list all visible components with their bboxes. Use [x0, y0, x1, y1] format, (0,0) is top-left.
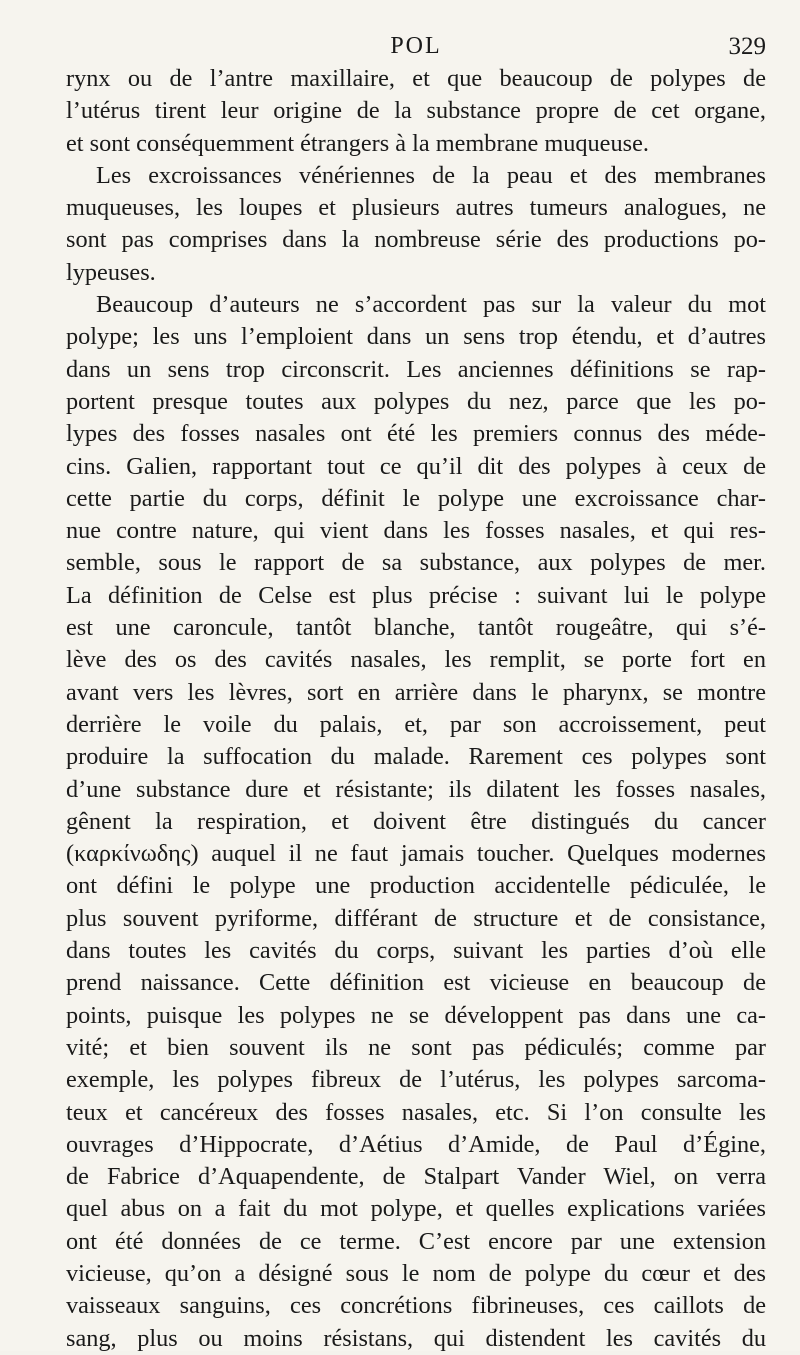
text-line: semble, sous le rapport de sa substance, aux polypes de mer. — [66, 549, 766, 577]
text-line: produire la suffocation du malade. Rarement ces polypes sont — [66, 743, 766, 771]
paragraph-start-line: Les excroissances vénériennes de la peau et des membranes — [96, 161, 766, 189]
text-line: (καρκίνωδης) auquel il ne faut jamais toucher. Quelques modernes — [66, 840, 766, 868]
text-line: l’utérus tirent leur origine de la substance propre de cet organe, — [66, 97, 766, 125]
text-line: vicieuse, qu’on a désigné sous le nom de polype du cœur et des — [66, 1259, 766, 1287]
text-line: nue contre nature, qui vient dans les fosses nasales, et qui res- — [66, 517, 766, 545]
text-line: exemple, les polypes fibreux de l’utérus, les polypes sarcoma- — [66, 1066, 766, 1094]
text-line: teux et cancéreux des fosses nasales, etc. Si l’on consulte les — [66, 1098, 766, 1126]
paragraph-start-line: Beaucoup d’auteurs ne s’accordent pas sur la valeur du mot — [96, 291, 766, 319]
text-line: et sont conséquemment étrangers à la membrane muqueuse. — [66, 129, 649, 157]
text-line: dans un sens trop circonscrit. Les anciennes définitions se rap- — [66, 355, 766, 383]
text-line: sont pas comprises dans la nombreuse série des productions po- — [66, 226, 766, 254]
page-number: 329 — [728, 33, 766, 60]
text-line: portent presque toutes aux polypes du nez, parce que les po- — [66, 387, 766, 415]
text-line: prend naissance. Cette définition est vicieuse en beaucoup de — [66, 969, 766, 997]
text-line: points, puisque les polypes ne se développent pas dans une ca- — [66, 1001, 766, 1029]
text-line: plus souvent pyriforme, différant de structure et de consistance, — [66, 904, 766, 932]
text-line: gênent la respiration, et doivent être distingués du cancer — [66, 807, 766, 835]
text-line: muqueuses, les loupes et plusieurs autres tumeurs analogues, ne — [66, 194, 766, 222]
text-line: ouvrages d’Hippocrate, d’Aétius d’Amide, de Paul d’Égine, — [66, 1130, 766, 1158]
text-line: ont été données de ce terme. C’est encore par une extension — [66, 1227, 766, 1255]
text-line: avant vers les lèvres, sort en arrière dans le pharynx, se montre — [66, 678, 766, 706]
running-head — [66, 33, 766, 67]
text-line: derrière le voile du palais, et, par son accroissement, peut — [66, 710, 766, 738]
text-line: La définition de Celse est plus précise : suivant lui le polype — [66, 581, 766, 609]
text-line: lève des os des cavités nasales, les remplit, se porte fort en — [66, 646, 766, 674]
text-line: vité; et bien souvent ils ne sont pas pédiculés; comme par — [66, 1033, 766, 1061]
text-line: sang, plus ou moins résistans, qui distendent les cavités du — [66, 1324, 766, 1352]
text-line: polype; les uns l’emploient dans un sens trop étendu, et d’autres — [66, 323, 766, 351]
body-text — [66, 63, 766, 1355]
text-line: d’une substance dure et résistante; ils dilatent les fosses nasales, — [66, 775, 766, 803]
text-line: de Fabrice d’Aquapendente, de Stalpart Vander Wiel, on verra — [66, 1163, 766, 1191]
text-line: ont défini le polype une production accidentelle pédiculée, le — [66, 872, 766, 900]
text-line: lypes des fosses nasales ont été les premiers connus des méde- — [66, 420, 766, 448]
text-line: est une caroncule, tantôt blanche, tantôt rougeâtre, qui s’é- — [66, 614, 766, 642]
text-line: rynx ou de l’antre maxillaire, et que beaucoup de polypes de — [66, 65, 766, 92]
text-line: vaisseaux sanguins, ces concrétions fibrineuses, ces caillots de — [66, 1292, 766, 1320]
text-line: cette partie du corps, définit le polype une excroissance char- — [66, 484, 766, 512]
text-line: lypeuses. — [66, 258, 156, 286]
text-line: cins. Galien, rapportant tout ce qu’il dit des polypes à ceux de — [66, 452, 766, 480]
text-line: quel abus on a fait du mot polype, et quelles explications variées — [66, 1195, 766, 1223]
text-line: dans toutes les cavités du corps, suivant les parties d’où elle — [66, 937, 766, 965]
running-head-title: POL — [390, 33, 442, 59]
